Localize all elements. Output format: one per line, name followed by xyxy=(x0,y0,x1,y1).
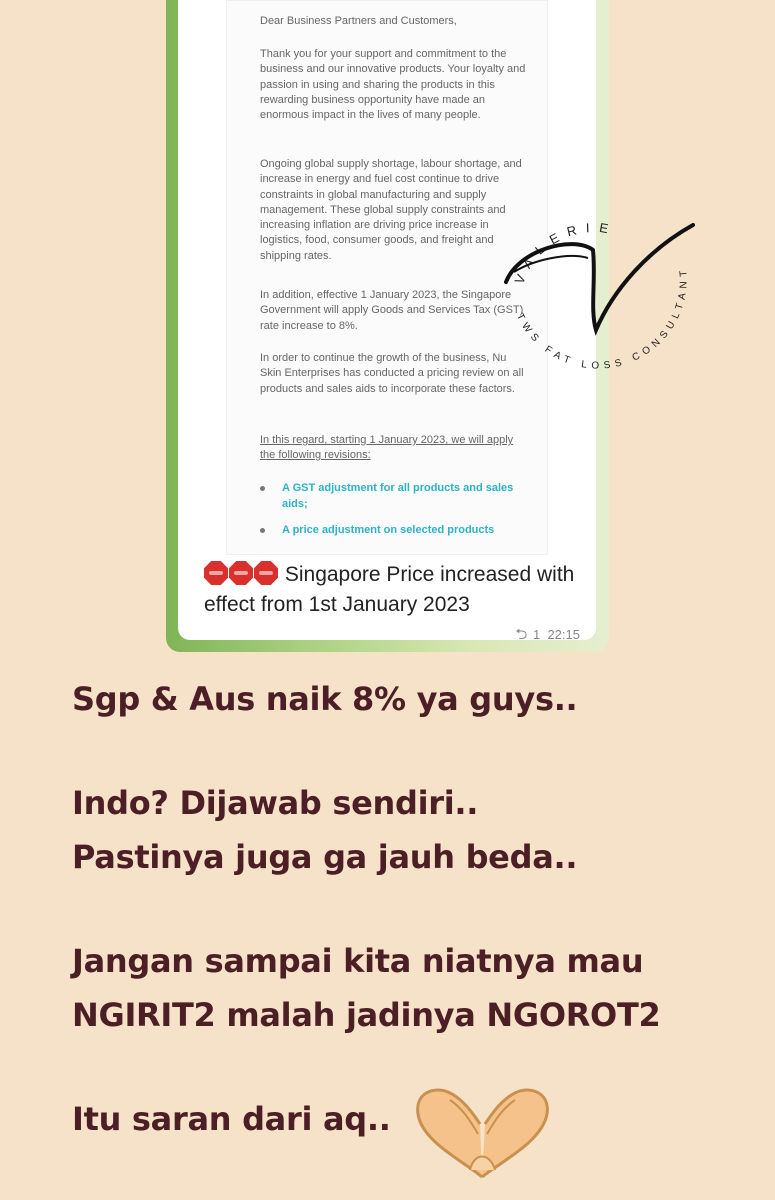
forward-icon: ⮌ xyxy=(515,626,528,643)
message-time: 22:15 xyxy=(547,627,580,642)
bullet-text: A price adjustment on selected products xyxy=(282,524,495,536)
bullet-dot-icon xyxy=(260,486,265,491)
doc-greeting: Dear Business Partners and Customers, xyxy=(260,15,457,27)
story-line-3: Pastinya juga ga jauh beda.. xyxy=(72,838,578,876)
message-meta xyxy=(515,624,580,649)
story-line-5: NGIRIT2 malah jadinya NGOROT2 xyxy=(72,996,661,1034)
valerie-watermark-logo xyxy=(478,190,698,410)
caption-text: Singapore Price increased with effect from 1st January 2023 xyxy=(204,563,575,616)
doc-bullet-list xyxy=(260,480,530,548)
message-caption xyxy=(204,560,584,620)
story-line-1: Sgp & Aus naik 8% ya guys.. xyxy=(72,680,578,718)
monogram-v-stroke xyxy=(506,225,693,330)
heart-hands-icon xyxy=(410,1082,555,1182)
watermark-name: VALERIE xyxy=(511,219,619,287)
stop-sign-icon xyxy=(254,561,278,585)
stop-sign-icon xyxy=(204,561,228,585)
watermark-subtitle: TWS FAT LOSS CONSULTANT xyxy=(513,265,690,372)
story-line-6: Itu saran dari aq.. xyxy=(72,1100,391,1138)
story-line-4: Jangan sampai kita niatnya mau xyxy=(72,942,644,980)
list-item xyxy=(260,522,530,538)
doc-paragraph-supply: Ongoing global supply shortage, labour shortage, and increase in energy and fuel cost continue to drive constraints in global manufacturing and supply management. These global supply constraints and increasing inflation are driving price increase in logistics, food, consumer goods, and freight and shipping rates. xyxy=(260,158,522,262)
doc-paragraph-gst: In addition, effective 1 January 2023, the Singapore Government will apply Goods and Services Tax (GST) rate increase to 8%. xyxy=(260,289,524,332)
stop-sign-icon xyxy=(229,561,253,585)
bullet-text: A GST adjustment for all products and sales aids; xyxy=(282,482,514,510)
list-item xyxy=(260,480,530,512)
doc-paragraph-thanks: Thank you for your support and commitment to the business and our innovative products. Your loyalty and passion in using and sharing the products in this rewarding business opportunity have made an enormous impact in the lives of many people. xyxy=(260,48,526,122)
forward-count: 1 xyxy=(532,627,541,642)
doc-paragraph-revisions: In this regard, starting 1 January 2023, we will apply the following revisions: xyxy=(260,434,514,462)
story-line-2: Indo? Dijawab sendiri.. xyxy=(72,784,479,822)
bullet-dot-icon xyxy=(260,528,265,533)
doc-paragraph-review: In order to continue the growth of the business, Nu Skin Enterprises has conducted a pricing review on all products and sales aids to incorporate these factors. xyxy=(260,352,524,395)
